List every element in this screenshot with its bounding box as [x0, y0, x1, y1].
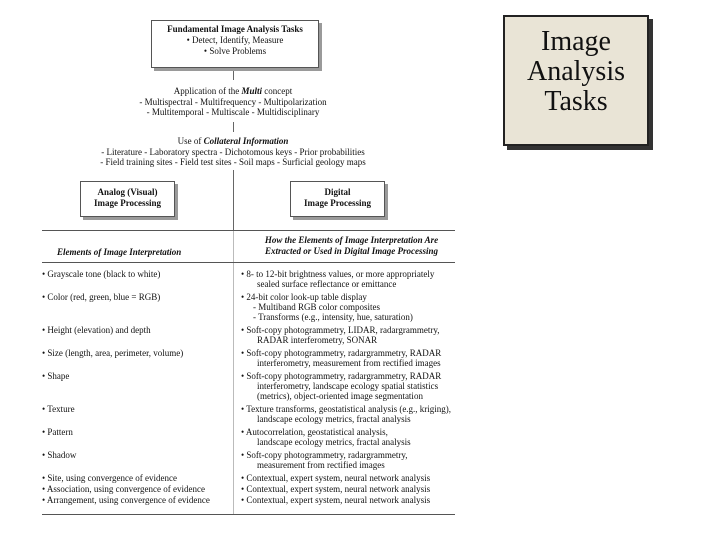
table-bottom-rule: [42, 514, 455, 515]
table-row-right: • Soft-copy photogrammetry, radargrammetry, measurement from rectified images: [241, 450, 408, 470]
table-row-left: • Grayscale tone (black to white): [42, 269, 161, 279]
table-row-left: • Shape: [42, 371, 70, 381]
title-box: [503, 15, 649, 146]
connector-line: [233, 122, 234, 132]
table-row-right: • Autocorrelation, geostatistical analysis, landscape ecology metrics, fractal analysis: [241, 427, 411, 447]
table-top-rule: [42, 230, 455, 231]
analog-processing-box: Analog (Visual) Image Processing: [80, 181, 175, 217]
table-header-rule: [42, 262, 455, 263]
table-row-left: • Height (elevation) and depth: [42, 325, 151, 335]
table-row-right: • Soft-copy photogrammetry, radargrammetry, RADAR interferometry, measurement from rectified images: [241, 348, 442, 368]
table-row-left: • Size (length, area, perimeter, volume): [42, 348, 184, 358]
table-row-right: • Contextual, expert system, neural network analysis: [241, 473, 431, 483]
collateral-info-block: [83, 136, 383, 168]
multi-concept-heading: Application of the Multi concept: [173, 86, 293, 96]
title-line-2: Analysis: [527, 56, 625, 87]
table-row-left: • Color (red, green, blue = RGB): [42, 292, 161, 302]
table-row-left: • Association, using convergence of evidence: [42, 484, 205, 494]
table-row-right: • Texture transforms, geostatistical analysis (e.g., kriging), landscape ecology metrics, fractal analysis: [241, 404, 452, 424]
connector-line: [233, 170, 234, 230]
multi-concept-line: - Multispectral - Multifrequency - Multipolarization: [139, 96, 327, 107]
right-column-header: How the Elements of Image Interpretation Are Extracted or Used in Digital Image Processing: [264, 235, 439, 256]
table-row-left: • Site, using convergence of evidence: [42, 473, 177, 483]
title-line-1: Image: [541, 26, 611, 57]
table-row-right: • Soft-copy photogrammetry, LIDAR, radargrammetry, RADAR interferometry, SONAR: [241, 325, 440, 345]
collateral-info-line: - Field training sites - Field test sites - Soil maps - Surficial geology maps: [100, 157, 366, 167]
collateral-info-line: - Literature - Laboratory spectra - Dichotomous keys - Prior probabilities: [101, 146, 365, 157]
table-column-divider: [233, 231, 234, 515]
table-row-left: • Shadow: [42, 450, 77, 460]
connector-line: [233, 71, 234, 80]
fundamental-tasks-title: Fundamental Image Analysis Tasks: [167, 24, 303, 34]
fundamental-tasks-item: • Solve Problems: [203, 46, 267, 56]
table-row-left: • Pattern: [42, 427, 73, 437]
table-row-right: • Soft-copy photogrammetry, radargrammetry, RADAR interferometry, landscape ecology spatial statistics (metrics), object-oriented image segmentation: [241, 371, 442, 401]
table-row-right: • 8- to 12-bit brightness values, or more appropriately sealed surface reflectance or emittance: [241, 269, 435, 289]
collateral-info-heading: Use of Collateral Information: [177, 136, 289, 146]
left-column-header: Elements of Image Interpretation: [57, 247, 182, 257]
table-row-left: • Texture: [42, 404, 75, 414]
table-row-right: • 24-bit color look-up table display - Multiband RGB color composites - Transforms (e.g., intensity, hue, saturation): [241, 292, 413, 322]
title-line-3: Tasks: [544, 86, 608, 117]
table-row-left: • Arrangement, using convergence of evidence: [42, 495, 210, 505]
multi-concept-block: [123, 86, 343, 118]
table-row-right: • Contextual, expert system, neural network analysis: [241, 484, 431, 494]
fundamental-tasks-box: [151, 20, 319, 68]
multi-concept-line: - Multitemporal - Multiscale - Multidisciplinary: [146, 107, 320, 117]
table-row-right: • Contextual, expert system, neural network analysis: [241, 495, 431, 505]
digital-processing-box: Digital Image Processing: [290, 181, 385, 217]
fundamental-tasks-item: • Detect, Identify, Measure: [186, 35, 284, 45]
